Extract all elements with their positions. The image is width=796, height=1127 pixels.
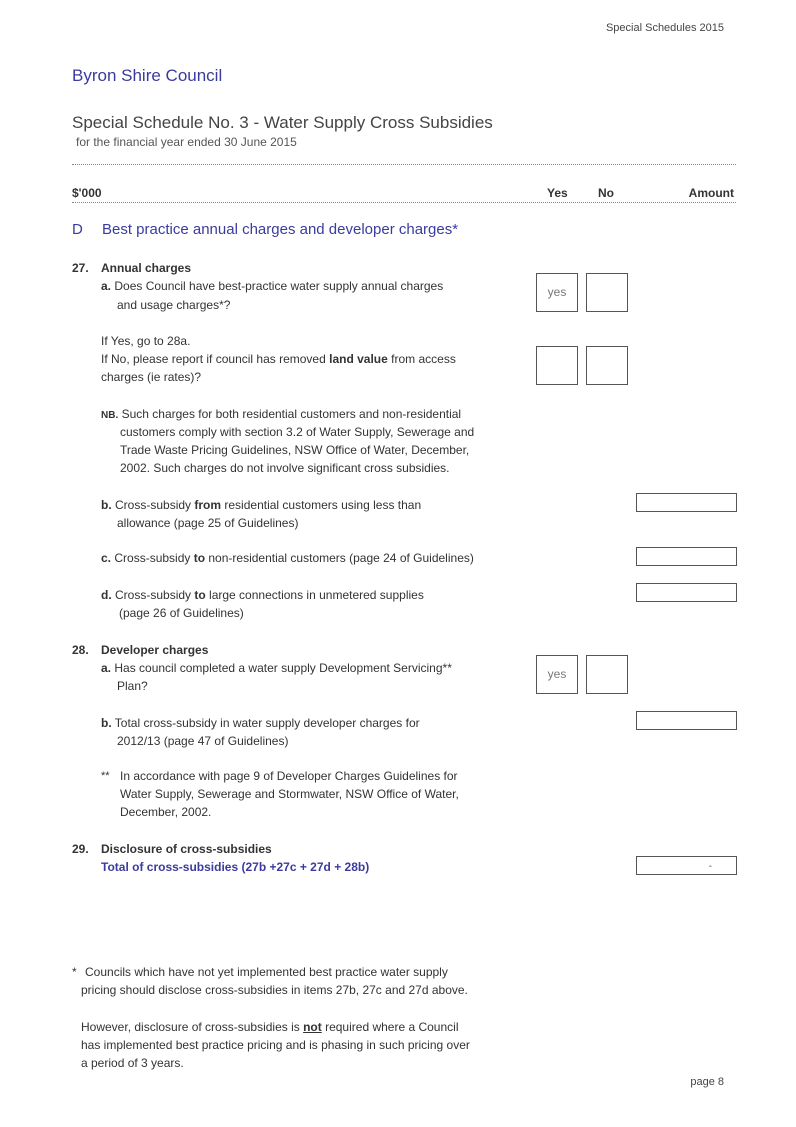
question-27d: [101, 586, 424, 604]
footnote-para2-cont: has implemented best practice pricing and is phasing in such pricing over: [81, 1038, 470, 1052]
footnote-text-cont: pricing should disclose cross-subsidies in items 27b, 27c and 27d above.: [81, 983, 468, 997]
footnote-text: Councils which have not yet implemented best practice water supply: [85, 965, 448, 979]
no-column-header: No: [598, 186, 614, 200]
nb-text: Such charges for both residential customers and non-residential: [121, 407, 462, 421]
question-27a: [101, 277, 443, 295]
q27c-bold: to: [193, 551, 206, 565]
question-text-cont: allowance (page 25 of Guidelines): [117, 516, 299, 530]
question-number: 29.: [72, 842, 89, 856]
question-27c: [101, 549, 474, 567]
footnote-mark: *: [72, 965, 77, 979]
question-number: 27.: [72, 261, 89, 275]
note-text: In accordance with page 9 of Developer Charges Guidelines for: [120, 769, 458, 783]
question-text: Total cross-subsidy in water supply developer charges for: [114, 716, 420, 730]
q27b-bold: from: [194, 498, 222, 512]
note-text-cont: December, 2002.: [120, 805, 212, 819]
amount-column-header: Amount: [688, 186, 734, 200]
question-text-cont: 2012/13 (page 47 of Guidelines): [117, 734, 289, 748]
land-value-no-field[interactable]: [586, 346, 628, 385]
question-text-cont: and usage charges*?: [117, 298, 231, 312]
nb-text-cont: 2002. Such charges do not involve significant cross subsidies.: [120, 461, 450, 475]
item-letter: a.: [101, 279, 112, 293]
if-no-text: [101, 350, 456, 368]
footnote-para2-cont: a period of 3 years.: [81, 1056, 184, 1070]
nb-note: [101, 405, 461, 425]
q27d-pre: Cross-subsidy: [115, 588, 195, 602]
if-no-post: from access: [387, 352, 456, 366]
question-28b: [101, 714, 420, 732]
if-no-text-cont: charges (ie rates)?: [101, 370, 202, 384]
q28a-no-field[interactable]: [586, 655, 628, 694]
question-28a: [101, 659, 452, 677]
q27d-post: large connections in unmetered supplies: [205, 588, 424, 602]
question-text-cont: (page 26 of Guidelines): [119, 606, 244, 620]
q27d-amount-field[interactable]: [636, 583, 737, 602]
section-letter: D: [72, 221, 83, 238]
q27c-post: non-residential customers (page 24 of Guidelines): [205, 551, 474, 565]
item-letter: d.: [101, 588, 112, 602]
question-27b: [101, 496, 421, 514]
nb-text-cont: customers comply with section 3.2 of Water Supply, Sewerage and: [120, 425, 475, 439]
council-name: Byron Shire Council: [72, 66, 223, 85]
land-value-yes-field[interactable]: [536, 346, 578, 385]
header-note: Special Schedules 2015: [605, 22, 724, 34]
question-text: Does Council have best-practice water supply annual charges: [114, 279, 444, 293]
schedule-subtitle: for the financial year ended 30 June 2015: [76, 135, 297, 149]
item-letter: b.: [101, 716, 112, 730]
question-number: 28.: [72, 643, 89, 657]
note-mark: **: [101, 770, 110, 782]
if-no-bold: land value: [329, 352, 388, 366]
unit-header: $'000: [72, 186, 102, 200]
q27c-amount-field[interactable]: [636, 547, 737, 566]
q27a-yes-field[interactable]: yes: [536, 273, 578, 312]
q27c-pre: Cross-subsidy: [114, 551, 194, 565]
total-amount-field[interactable]: -: [636, 856, 737, 875]
schedule-title: Special Schedule No. 3 - Water Supply Cross Subsidies: [72, 113, 493, 132]
q27b-amount-field[interactable]: [636, 493, 737, 512]
if-yes-text: If Yes, go to 28a.: [101, 334, 191, 348]
question-title: Developer charges: [101, 643, 209, 657]
question-title: Disclosure of cross-subsidies: [101, 842, 272, 856]
q27b-pre: Cross-subsidy: [115, 498, 195, 512]
q27d-bold: to: [194, 588, 206, 602]
item-letter: c.: [101, 551, 112, 565]
divider: [72, 164, 736, 165]
footnote-p2-pre: However, disclosure of cross-subsidies is: [81, 1020, 304, 1034]
q27a-no-field[interactable]: [586, 273, 628, 312]
footnote-p2-post: required where a Council: [321, 1020, 459, 1034]
yes-column-header: Yes: [547, 186, 568, 200]
page-number: page 8: [690, 1076, 724, 1088]
nb-text-cont: Trade Waste Pricing Guidelines, NSW Office of Water, December,: [120, 443, 470, 457]
q28a-yes-field[interactable]: yes: [536, 655, 578, 694]
question-text-cont: Plan?: [117, 679, 148, 693]
item-letter: b.: [101, 498, 112, 512]
note-text-cont: Water Supply, Sewerage and Stormwater, NSW Office of Water,: [120, 787, 459, 801]
item-letter: a.: [101, 661, 112, 675]
question-text: Has council completed a water supply Development Servicing**: [114, 661, 452, 675]
divider: [72, 202, 736, 203]
footnote-para2: [81, 1018, 459, 1036]
q27b-post: residential customers using less than: [221, 498, 422, 512]
nb-label: NB.: [101, 410, 119, 421]
q28b-amount-field[interactable]: [636, 711, 737, 730]
footnote-p2-bold: not: [303, 1020, 322, 1034]
section-title: Best practice annual charges and developer charges*: [102, 221, 459, 238]
question-title: Annual charges: [101, 261, 192, 275]
if-no-pre: If No, please report if council has removed: [101, 352, 330, 366]
total-label: Total of cross-subsidies (27b +27c + 27d + 28b): [101, 860, 370, 874]
